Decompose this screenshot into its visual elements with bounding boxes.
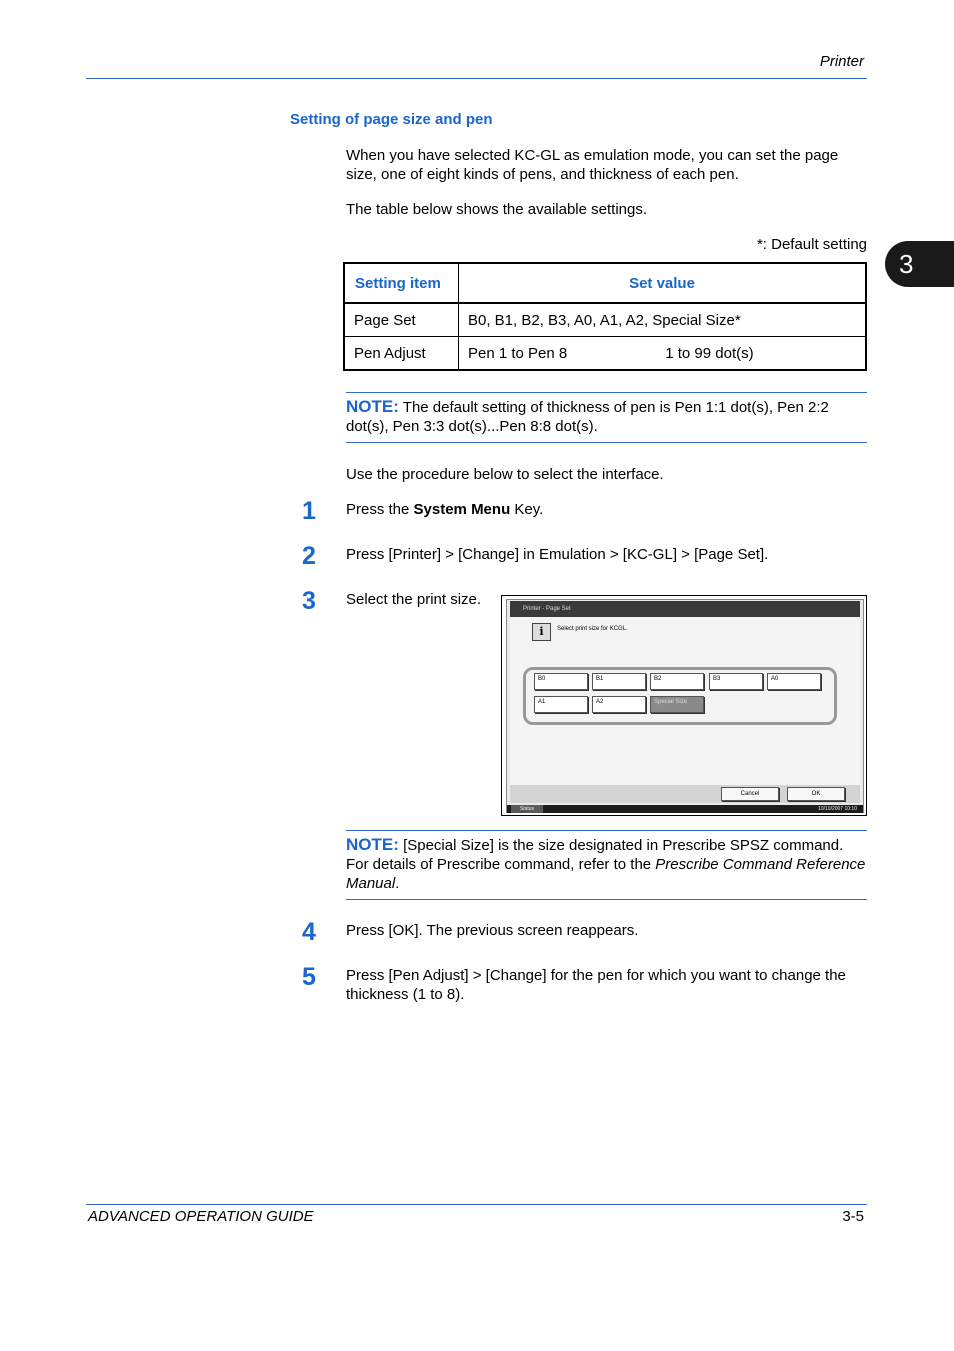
- default-setting-note: *: Default setting: [756, 236, 867, 253]
- chapter-number: 3: [899, 249, 914, 279]
- note-box: [346, 392, 867, 443]
- row-range: 1 to 99 dot(s): [665, 344, 754, 362]
- note-label: NOTE:: [346, 397, 399, 416]
- header-setting-item: Setting item: [344, 263, 459, 303]
- note-end: .: [395, 875, 400, 892]
- operation-panel-screenshot: [501, 595, 867, 816]
- intro-paragraph: When you have selected KC-GL as emulation mode, you can set the page size, one of eight kinds of pens, and thickness of each pen.: [346, 147, 839, 183]
- footer-guide-title: ADVANCED OPERATION GUIDE: [88, 1208, 314, 1225]
- header-set-value: Set value: [459, 263, 867, 303]
- ok-button[interactable]: OK: [787, 787, 845, 801]
- table-row: [344, 337, 866, 371]
- procedure-intro: Use the procedure below to select the interface.: [346, 466, 664, 483]
- panel-title: Printer - Page Set: [523, 606, 571, 612]
- chapter-tab: [885, 241, 954, 287]
- row-value: [459, 303, 867, 337]
- header-rule: [86, 78, 867, 79]
- size-button-a0[interactable]: A0: [767, 673, 821, 690]
- step-number: 2: [302, 542, 316, 570]
- note-label: NOTE:: [346, 835, 399, 854]
- size-button-group: [523, 667, 837, 725]
- size-button-b3[interactable]: B3: [709, 673, 763, 690]
- step-number: 5: [302, 963, 316, 991]
- size-button-b1[interactable]: B1: [592, 673, 646, 690]
- panel-button-bar: [510, 785, 860, 803]
- panel-title-bar: [510, 601, 860, 617]
- cancel-button[interactable]: Cancel: [721, 787, 779, 801]
- settings-table: [343, 262, 867, 371]
- footer-rule: [86, 1204, 867, 1205]
- step-number: 3: [302, 587, 316, 615]
- manual-title: Prescribe Command Reference Manual: [346, 856, 866, 892]
- step-key-name: System Menu: [413, 501, 511, 518]
- table-row: [344, 303, 866, 337]
- status-bar: [507, 805, 863, 813]
- table-header-row: [344, 263, 866, 303]
- row-item: Page Set: [344, 303, 459, 337]
- row-item: Pen Adjust: [344, 337, 459, 371]
- panel-body: [510, 617, 860, 785]
- size-button-b2[interactable]: B2: [650, 673, 704, 690]
- step-text-pre: Press the: [346, 501, 414, 518]
- size-button-b0[interactable]: B0: [534, 673, 588, 690]
- table-intro: The table below shows the available settings.: [346, 201, 648, 218]
- step-text: Select the print size.: [346, 591, 482, 608]
- row-value: [459, 337, 867, 371]
- step-text: Press [OK]. The previous screen reappears.: [346, 922, 639, 939]
- size-button-special-size[interactable]: Special Size: [650, 696, 704, 713]
- note-box: [346, 830, 867, 900]
- row-value-text: B0, B1, B2, B3, A0, A1, A2, Special Size*: [468, 311, 741, 329]
- step-text: Press [Printer] > [Change] in Emulation > [KC-GL] > [Page Set].: [346, 546, 769, 563]
- step-text: [346, 500, 866, 519]
- size-button-a1[interactable]: A1: [534, 696, 588, 713]
- step-text-post: Key.: [510, 501, 544, 518]
- info-icon: i: [532, 623, 551, 641]
- date-time: 10/10/2007 10:10: [818, 806, 857, 812]
- section-title: Setting of page size and pen: [290, 111, 493, 128]
- running-header: Printer: [819, 53, 864, 70]
- status-button[interactable]: Status: [511, 805, 543, 813]
- panel-message: Select print size for KCGL.: [557, 626, 628, 632]
- step-number: 4: [302, 918, 316, 946]
- note-text: [Special Size] is the size designated in Prescribe SPSZ command. For details of Prescribe command, refer to the: [346, 837, 844, 873]
- panel-screen: [506, 599, 864, 813]
- size-button-a2[interactable]: A2: [592, 696, 646, 713]
- step-text: Press [Pen Adjust] > [Change] for the pen for which you want to change the thickness (1 to 8).: [346, 967, 846, 1003]
- row-value-text: Pen 1 to Pen 8: [468, 344, 568, 362]
- page-number: 3-5: [842, 1208, 864, 1225]
- note-text: The default setting of thickness of pen is Pen 1:1 dot(s), Pen 2:2 dot(s), Pen 3:3 dot(s)...Pen 8:8 dot(s).: [346, 399, 829, 435]
- step-number: 1: [302, 497, 316, 525]
